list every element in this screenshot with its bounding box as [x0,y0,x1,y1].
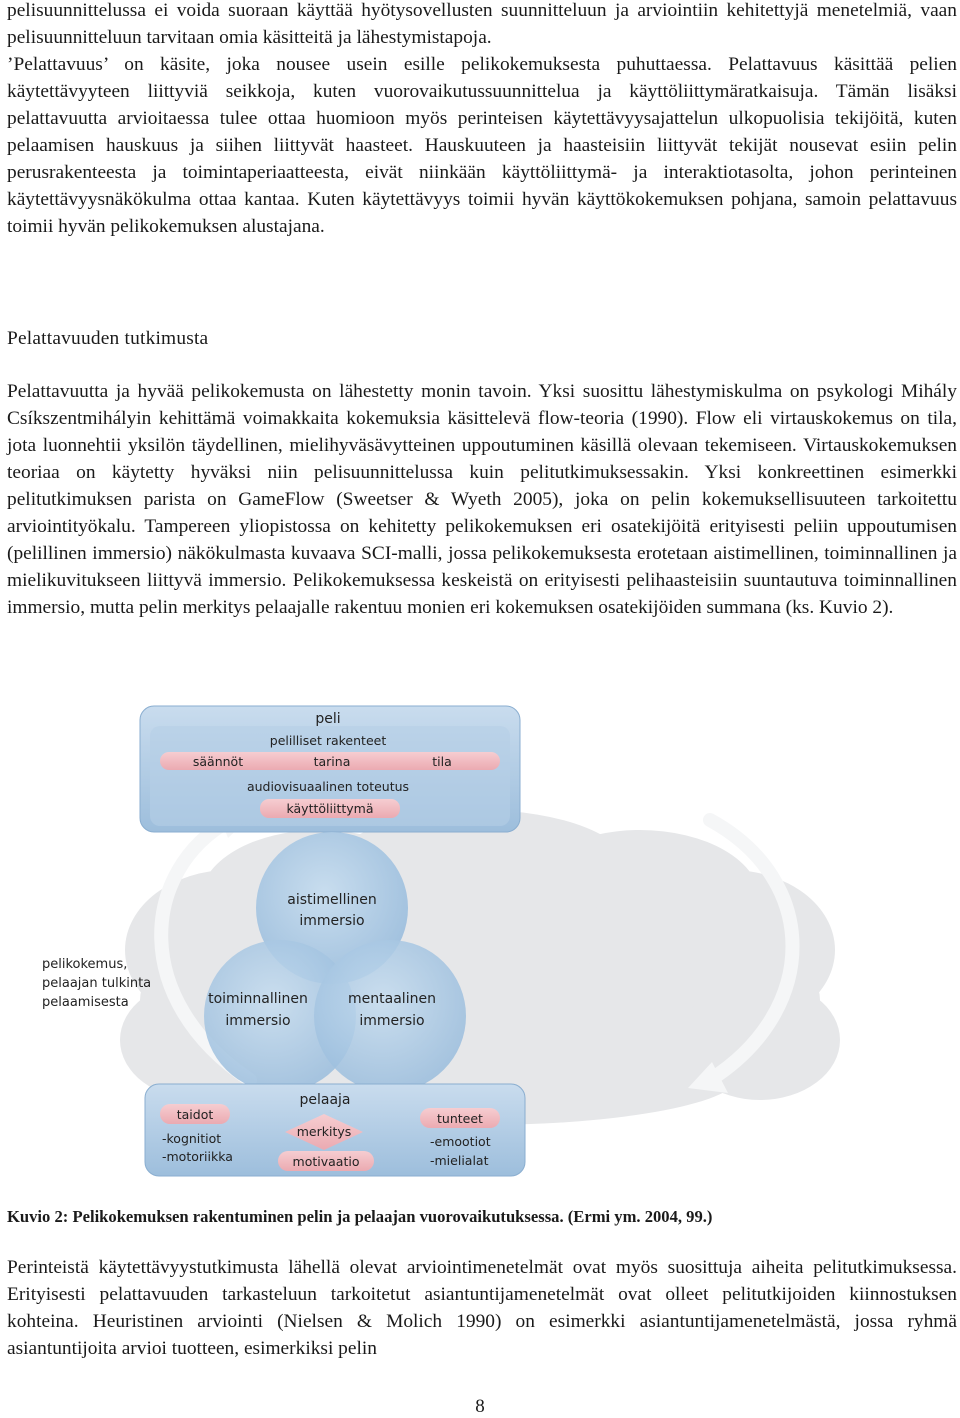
rules-label: säännöt [192,754,244,769]
feelings-item-1: -emootiot [430,1134,491,1149]
figure-sci-model [42,700,840,1190]
player-title: pelaaja [299,1092,351,1108]
sensory-label-2: immersio [299,913,365,929]
meanings-label: merkitys [296,1124,352,1139]
player-panel [145,1084,525,1176]
skills-item-2: -motoriikka [162,1149,233,1164]
experience-line-1: pelikokemus, [42,957,128,972]
figure-caption: Kuvio 2: Pelikokemuksen rakentuminen pelin ja pelaajan vuorovaikutuksessa. (Ermi ym. 2004, 99.) [7,1207,713,1226]
imaginative-label-1: mentaalinen [348,991,436,1007]
audiovisual-label: audiovisuaalinen toteutus [246,779,410,794]
feelings-item-2: -mielialat [430,1153,489,1168]
story-label: tarina [313,754,351,769]
game-panel [140,706,520,832]
page-number: 8 [475,1396,485,1417]
experience-line-3: pelaamisesta [42,995,129,1010]
challenge-label-1: toiminnallinen [208,991,308,1007]
sensory-label-1: aistimellinen [287,892,377,908]
paragraph-methods: Perinteistä käytettävyystutkimusta lähellä olevat arviointimenetelmät ovat myös suosittuja aiheita pelitutkimuksessa. Erityisesti pelattavuuden tarkasteluun tarkoitetut asiantuntijamenetelmät ovat olleet pelitutkijoiden kiinnostuksen kohteina. Heuristinen arviointi (Nielsen & Molich 1990) on esimerkki asiantuntijamenetelmästä, jossa ryhmä asiantuntijoita arvioi tuotteen, esimerkiksi pelin [7,1257,957,1359]
experience-line-2: pelaajan tulkinta [42,976,152,991]
paragraph-playability: ’Pelattavuus’ on käsite, joka nousee usein esille pelikokemuksesta puhuttaessa. Pelattavuus käsittää pelien käytettävyyteen liittyviä seikkoja, kuten vuorovaikutussuunnittelua ja käyttöliittymäratkaisuja. Tämän lisäksi pelattavuutta arvioitaessa tulee ottaa huomioon myös perinteisen käytettävyysajattelun ulkopuolisia tekijöitä, kuten pelaamisen hauskuus ja siihen liittyvät haasteet. Hauskuuteen ja haasteisiin liittyvät tekijät nousevat esiin pelin perusrakenteesta ja toimintaperiaatteesta, eivät niinkään käyttöliittymä- ja interaktiotasolta, johon perinteinen käytettävyysnäkökulma ottaa kantaa. Kuten käytettävyys toimii hyvän käyttökokemuksen pohjana, samoin pelattavuus toimii hyvän pelikokemuksen alustajana. [7,54,957,237]
skills-item-1: -kognitiot [162,1131,222,1146]
game-structures-label: pelilliset rakenteet [269,733,387,748]
ui-label: käyttöliittymä [286,801,374,816]
challenge-label-2: immersio [225,1013,291,1029]
paragraph-intro: pelisuunnittelussa ei voida suoraan käyttää hyötysovellusten suunnitteluun ja arviointiin kehitettyjä menetelmiä, vaan pelisuunnitteluun tarvitaan omia käsitteitä ja lähestymistapoja. [7,0,957,48]
skills-label: taidot [176,1107,214,1122]
game-title: peli [315,711,341,727]
imaginative-label-2: immersio [359,1013,425,1029]
paragraph-research: Pelattavuutta ja hyvää pelikokemusta on lähestetty monin tavoin. Yksi suosittu lähestymiskulma on psykologi Mihály Csíkszentmihályin kehittämä voimakkaita kokemuksia käsittelevä flow-teoria (1990). Flow eli virtauskokemus on tila, jota luonnehtii yksilön täydellinen, mielihyväsävytteinen uppoutuminen käsillä olevaan tekemiseen. Virtauskokemuksen teoriaa on käytetty hyväksi niin pelisuunnittelussa kuin pelitutkimuksessakin. Yksi konkreettinen esimerkki pelitutkimuksen parista on GameFlow (Sweetser & Wyeth 2005), joka on pelin kokemuksellisuuteen tarkoitettu arviointityökalu. Tampereen yliopistossa on kehitetty pelikokemuksen eri osatekijöitä erityisesti peliin uppoutumisen (pelillinen immersio) näkökulmasta kuvaava SCI-malli, jossa pelikokemuksesta erotetaan aistimellinen, toiminnallinen ja mielikuvitukseen liittyvä immersio. Pelikokemuksessa keskeistä on erityisesti pelihaasteisiin suuntautuva toiminnallinen immersio, mutta pelin merkitys pelaajalle rakentuu monien eri kokemuksen osatekijöiden summana (ks. Kuvio 2). [7,381,957,618]
space-label: tila [432,754,452,769]
feelings-label: tunteet [437,1111,483,1126]
section-heading: Pelattavuuden tutkimusta [7,328,209,349]
motivation-label: motivaatio [292,1154,360,1169]
